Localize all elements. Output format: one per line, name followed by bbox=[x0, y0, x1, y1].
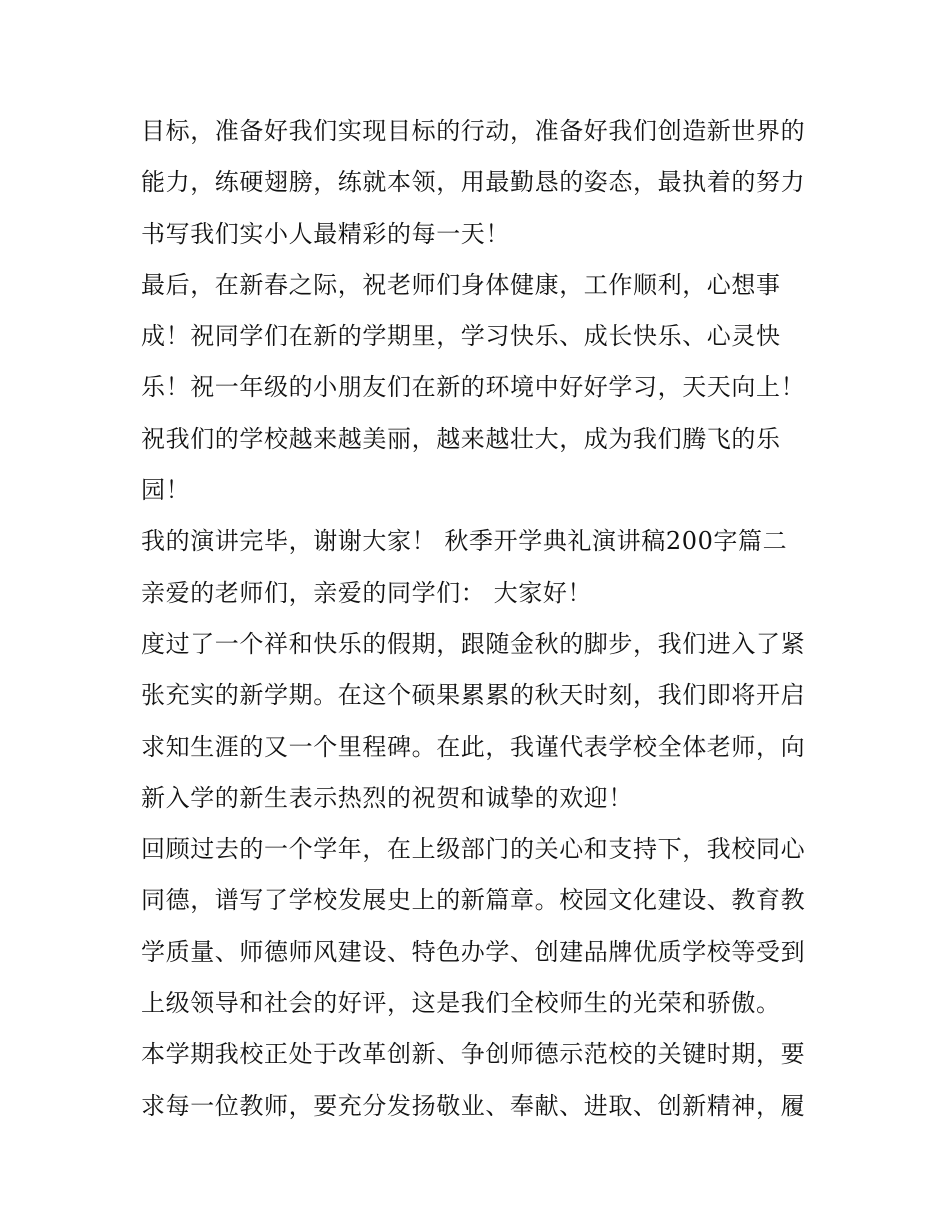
document-body bbox=[141, 106, 821, 1132]
text-line: 乐！祝一年级的小朋友们在新的环境中好好学习，天天向上！ bbox=[141, 373, 806, 402]
text-line: 成！祝同学们在新的学期里，学习快乐、成长快乐、心灵快 bbox=[141, 322, 781, 351]
text-line: 园！ bbox=[141, 476, 191, 505]
text-line: 学质量、师德师风建设、特色办学、创建品牌优质学校等受到 bbox=[141, 937, 806, 966]
text-line: 能力，练硬翅膀，练就本领，用最勤恳的姿态，最执着的努力 bbox=[141, 168, 806, 197]
text-line: 亲爱的老师们，亲爱的同学们： 大家好！ bbox=[141, 578, 593, 607]
text-line: 书写我们实小人最精彩的每一天！ bbox=[141, 219, 510, 248]
text-line: 目标，准备好我们实现目标的行动，准备好我们创造新世界的 bbox=[141, 117, 806, 145]
text-line: 我的演讲完毕，谢谢大家！ 秋季开学典礼演讲稿200字篇二 bbox=[141, 527, 788, 556]
text-line: 同德，谱写了学校发展史上的新篇章。校园文化建设、教育教 bbox=[141, 886, 806, 915]
text-line: 新入学的新生表示热烈的祝贺和诚挚的欢迎！ bbox=[141, 783, 633, 812]
text-line: 上级领导和社会的好评，这是我们全校师生的光荣和骄傲。 bbox=[141, 989, 781, 1018]
text-line: 度过了一个祥和快乐的假期，跟随金秋的脚步，我们进入了紧 bbox=[141, 629, 806, 658]
text-line: 本学期我校正处于改革创新、争创师德示范校的关键时期，要 bbox=[141, 1040, 806, 1069]
text-line: 祝我们的学校越来越美丽，越来越壮大，成为我们腾飞的乐 bbox=[141, 424, 781, 453]
text-line: 回顾过去的一个学年，在上级部门的关心和支持下，我校同心 bbox=[141, 835, 806, 864]
text-line: 求每一位教师，要充分发扬敬业、奉献、进取、创新精神，履 bbox=[141, 1091, 806, 1120]
text-line: 最后，在新春之际，祝老师们身体健康，工作顺利，心想事 bbox=[141, 270, 781, 299]
text-line: 张充实的新学期。在这个硕果累累的秋天时刻，我们即将开启 bbox=[141, 681, 806, 710]
text-line: 求知生涯的又一个里程碑。在此，我谨代表学校全体老师，向 bbox=[141, 732, 806, 761]
